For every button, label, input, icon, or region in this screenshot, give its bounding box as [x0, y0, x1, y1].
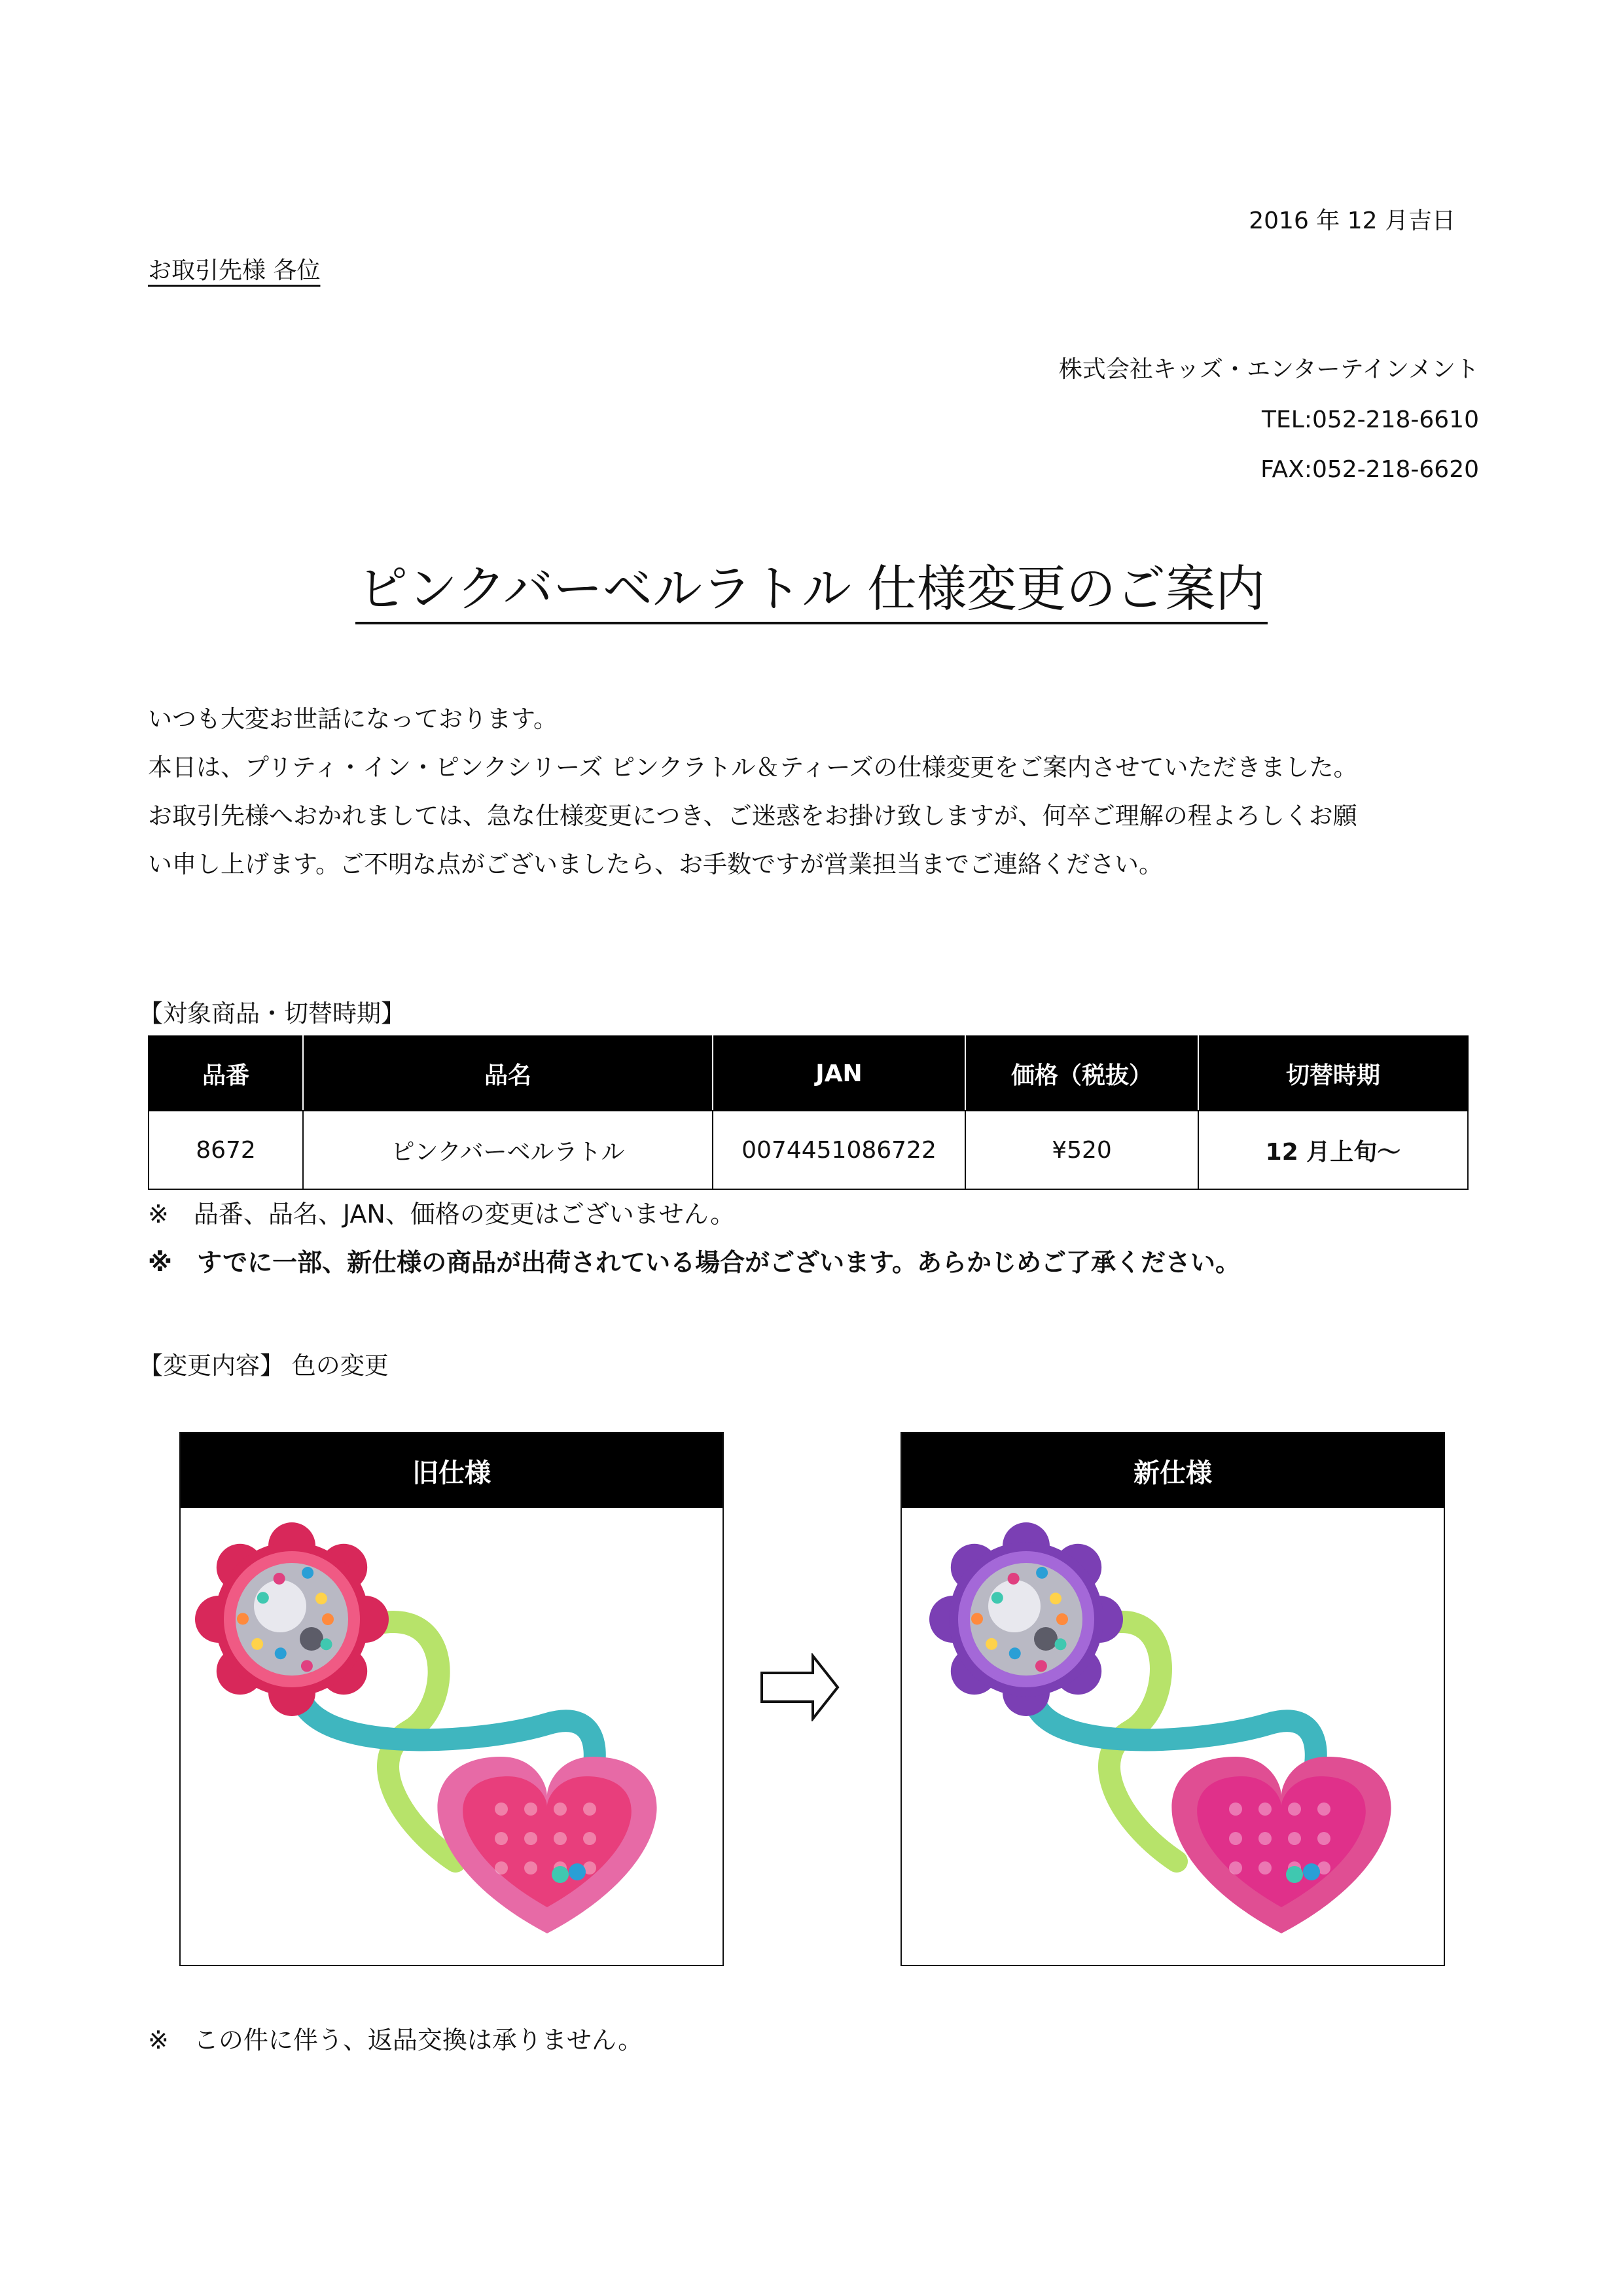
column-header-price: 価格（税抜） [965, 1036, 1198, 1111]
right-arrow-icon [759, 1653, 840, 1721]
company-name: 株式会社キッズ・エンターテインメント [1058, 356, 1479, 383]
body-line: 本日は、プリティ・イン・ピンクシリーズ ピンクラトル＆ティーズの仕様変更をご案内させていただきました。 [148, 753, 1358, 781]
table-header-row [149, 1036, 1468, 1111]
body-line: い申し上げます。ご不明な点がございましたら、お手数ですが営業担当までご連絡ください。 [148, 850, 1164, 878]
old-spec-rattle-image [181, 1508, 722, 1965]
new-spec-rattle-image [902, 1508, 1444, 1965]
cell-price: ¥520 [965, 1111, 1198, 1189]
column-header-name: 品名 [303, 1036, 713, 1111]
cell-switch-date: 12 月上旬～ [1198, 1111, 1468, 1189]
column-header-switch-date: 切替時期 [1198, 1036, 1468, 1111]
column-header-code: 品番 [149, 1036, 303, 1111]
company-tel: TEL:052-218-6610 [1262, 406, 1479, 433]
targets-table [148, 1035, 1469, 1190]
note-new-spec-shipping: ※ すでに一部、新仕様の商品が出荷されている場合がございます。あらかじめご了承ください。 [148, 1248, 1241, 1277]
new-spec-heading: 新仕様 [902, 1433, 1444, 1508]
note-no-change: ※ 品番、品名、JAN、価格の変更はございません。 [148, 1200, 736, 1229]
note-no-returns: ※ この件に伴う、返品交換は承りません。 [148, 2026, 643, 2054]
cell-code: 8672 [149, 1111, 303, 1189]
document-title [0, 560, 1623, 618]
targets-section-label: 【対象商品・切替時期】 [139, 999, 405, 1028]
table-row [149, 1111, 1468, 1189]
document-title-text: ピンクバーベルラトル 仕様変更のご案内 [355, 560, 1268, 624]
old-spec-heading: 旧仕様 [181, 1433, 722, 1508]
column-header-jan: JAN [713, 1036, 965, 1111]
recipient-line: お取引先様 各位 [148, 257, 321, 284]
body-line: いつも大変お世話になっております。 [148, 705, 558, 733]
old-spec-panel [179, 1432, 724, 1966]
body-line: お取引先様へおかれましては、急な仕様変更につき、ご迷惑をお掛け致しますが、何卒ご理解の程よろしくお願 [148, 802, 1357, 830]
cell-jan: 0074451086722 [713, 1111, 965, 1189]
change-section-label: 【変更内容】 色の変更 [139, 1352, 389, 1380]
cell-name: ピンクバーベルラトル [303, 1111, 713, 1189]
new-spec-panel [901, 1432, 1445, 1966]
document-date: 2016 年 12 月吉日 [1249, 207, 1455, 234]
company-fax: FAX:052-218-6620 [1260, 456, 1479, 483]
